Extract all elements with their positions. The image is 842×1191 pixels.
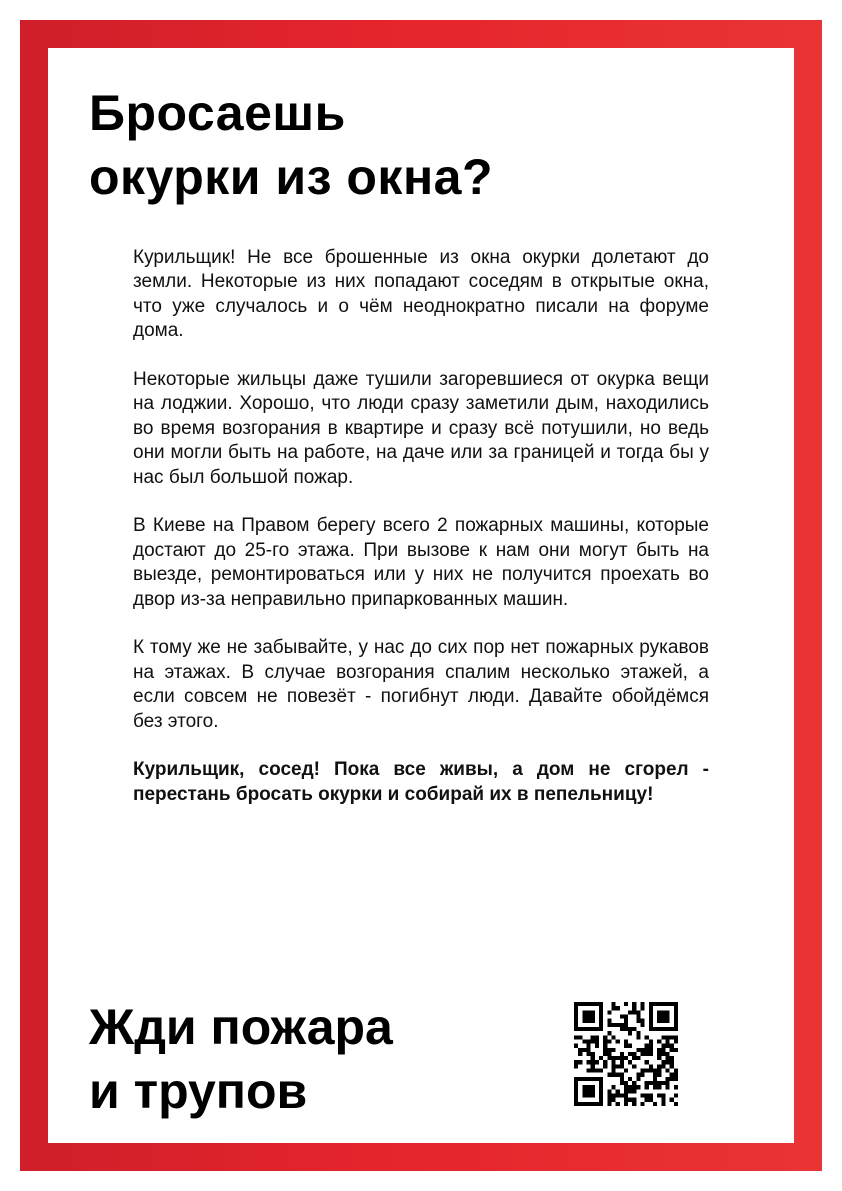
- poster-body: [133, 246, 709, 832]
- red-border-frame: [20, 20, 822, 1171]
- paragraph-3: В Киеве на Правом берегу всего 2 пожарных машины, которые достают до 25-го этажа. При вызове к нам они могут быть на выезде, ремонтироваться или у них не получится проехать во двор из-за неправильно припаркованных машин.: [133, 515, 709, 610]
- headline-line-2: окурки из окна?: [89, 149, 494, 205]
- headline-line-1: Бросаешь: [89, 85, 346, 141]
- footer-line-2: и трупов: [89, 1063, 308, 1119]
- paragraph-4: К тому же не забывайте, у нас до сих пор нет пожарных рукавов на этажах. В случае возгорания спалим несколько этажей, а если совсем не повезёт - погибнут люди. Давайте обойдёмся без этого.: [133, 637, 709, 732]
- footer-line-1: Жди пожара: [89, 999, 393, 1055]
- poster-sheet: [48, 48, 794, 1143]
- call-to-action: Курильщик, сосед! Пока все живы, а дом не сгорел - перестань бросать окурки и собирай их в пепельницу!: [133, 759, 709, 805]
- qr-code-icon: [574, 1002, 678, 1106]
- paragraph-1: Курильщик! Не все брошенные из окна окурки долетают до земли. Некоторые из них попадают соседям в открытые окна, что уже случалось и о чём неоднократно писали на форуме дома.: [133, 247, 709, 342]
- poster-headline: [89, 81, 493, 209]
- paragraph-2: Некоторые жильцы даже тушили загоревшиеся от окурка вещи на лоджии. Хорошо, что люди сразу заметили дым, находились во время возгорания в квартире и сразу всё потушили, но ведь они могли быть на работе, на даче или за границей и тогда бы у нас был большой пожар.: [133, 369, 709, 488]
- footer-slogan: [89, 995, 393, 1123]
